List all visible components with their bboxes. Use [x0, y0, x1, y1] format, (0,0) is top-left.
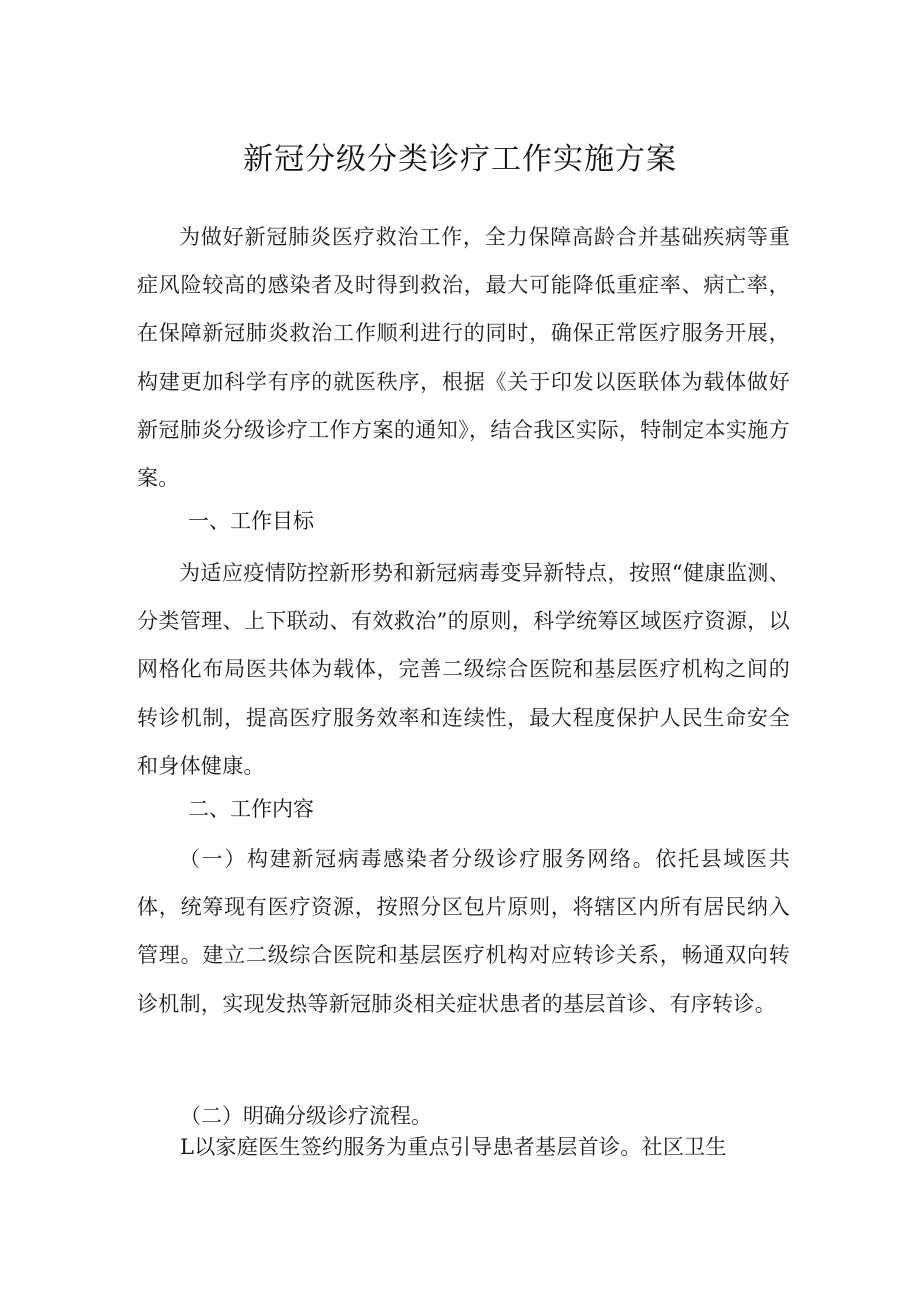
work-content-item-3: L以家庭医生签约服务为重点引导患者基层首诊。社区卫生: [180, 1135, 727, 1159]
document-title: 新冠分级分类诊疗工作实施方案: [243, 142, 677, 177]
work-goals-paragraph: 为适应疫情防控新形势和新冠病毒变异新特点，按照“健康监测、分类管理、上下联动、有效救治”的原则，科学统筹区域医疗资源，以网格化布局医共体为载体，完善二级综合医院和基层医疗机构之间的转诊机制，提高医疗服务效率和连续性，最大程度保护人民生命安全和身体健康。: [137, 561, 790, 778]
work-content-item-2: （二）明确分级诊疗流程。: [180, 1104, 432, 1128]
section-heading-work-content: 二、工作内容: [188, 797, 314, 821]
intro-paragraph: 为做好新冠肺炎医疗救治工作，全力保障高龄合并基础疾病等重症风险较高的感染者及时得到救治，最大可能降低重症率、病亡率，在保障新冠肺炎救治工作顺利进行的同时，确保正常医疗服务开展，构建更加科学有序的就医秩序，根据《关于印发以医联体为载体做好新冠肺炎分级诊疗工作方案的通知》，结合我区实际，特制定本实施方案。: [137, 225, 790, 491]
section-heading-work-goals: 一、工作目标: [188, 509, 314, 533]
work-content-item-1: （一）构建新冠病毒感染者分级诊疗服务网络。依托县域医共体，统筹现有医疗资源，按照分区包片原则，将辖区内所有居民纳入管理。建立二级综合医院和基层医疗机构对应转诊关系，畅通双向转诊机制，实现发热等新冠肺炎相关症状患者的基层首诊、有序转诊。: [137, 847, 790, 1016]
